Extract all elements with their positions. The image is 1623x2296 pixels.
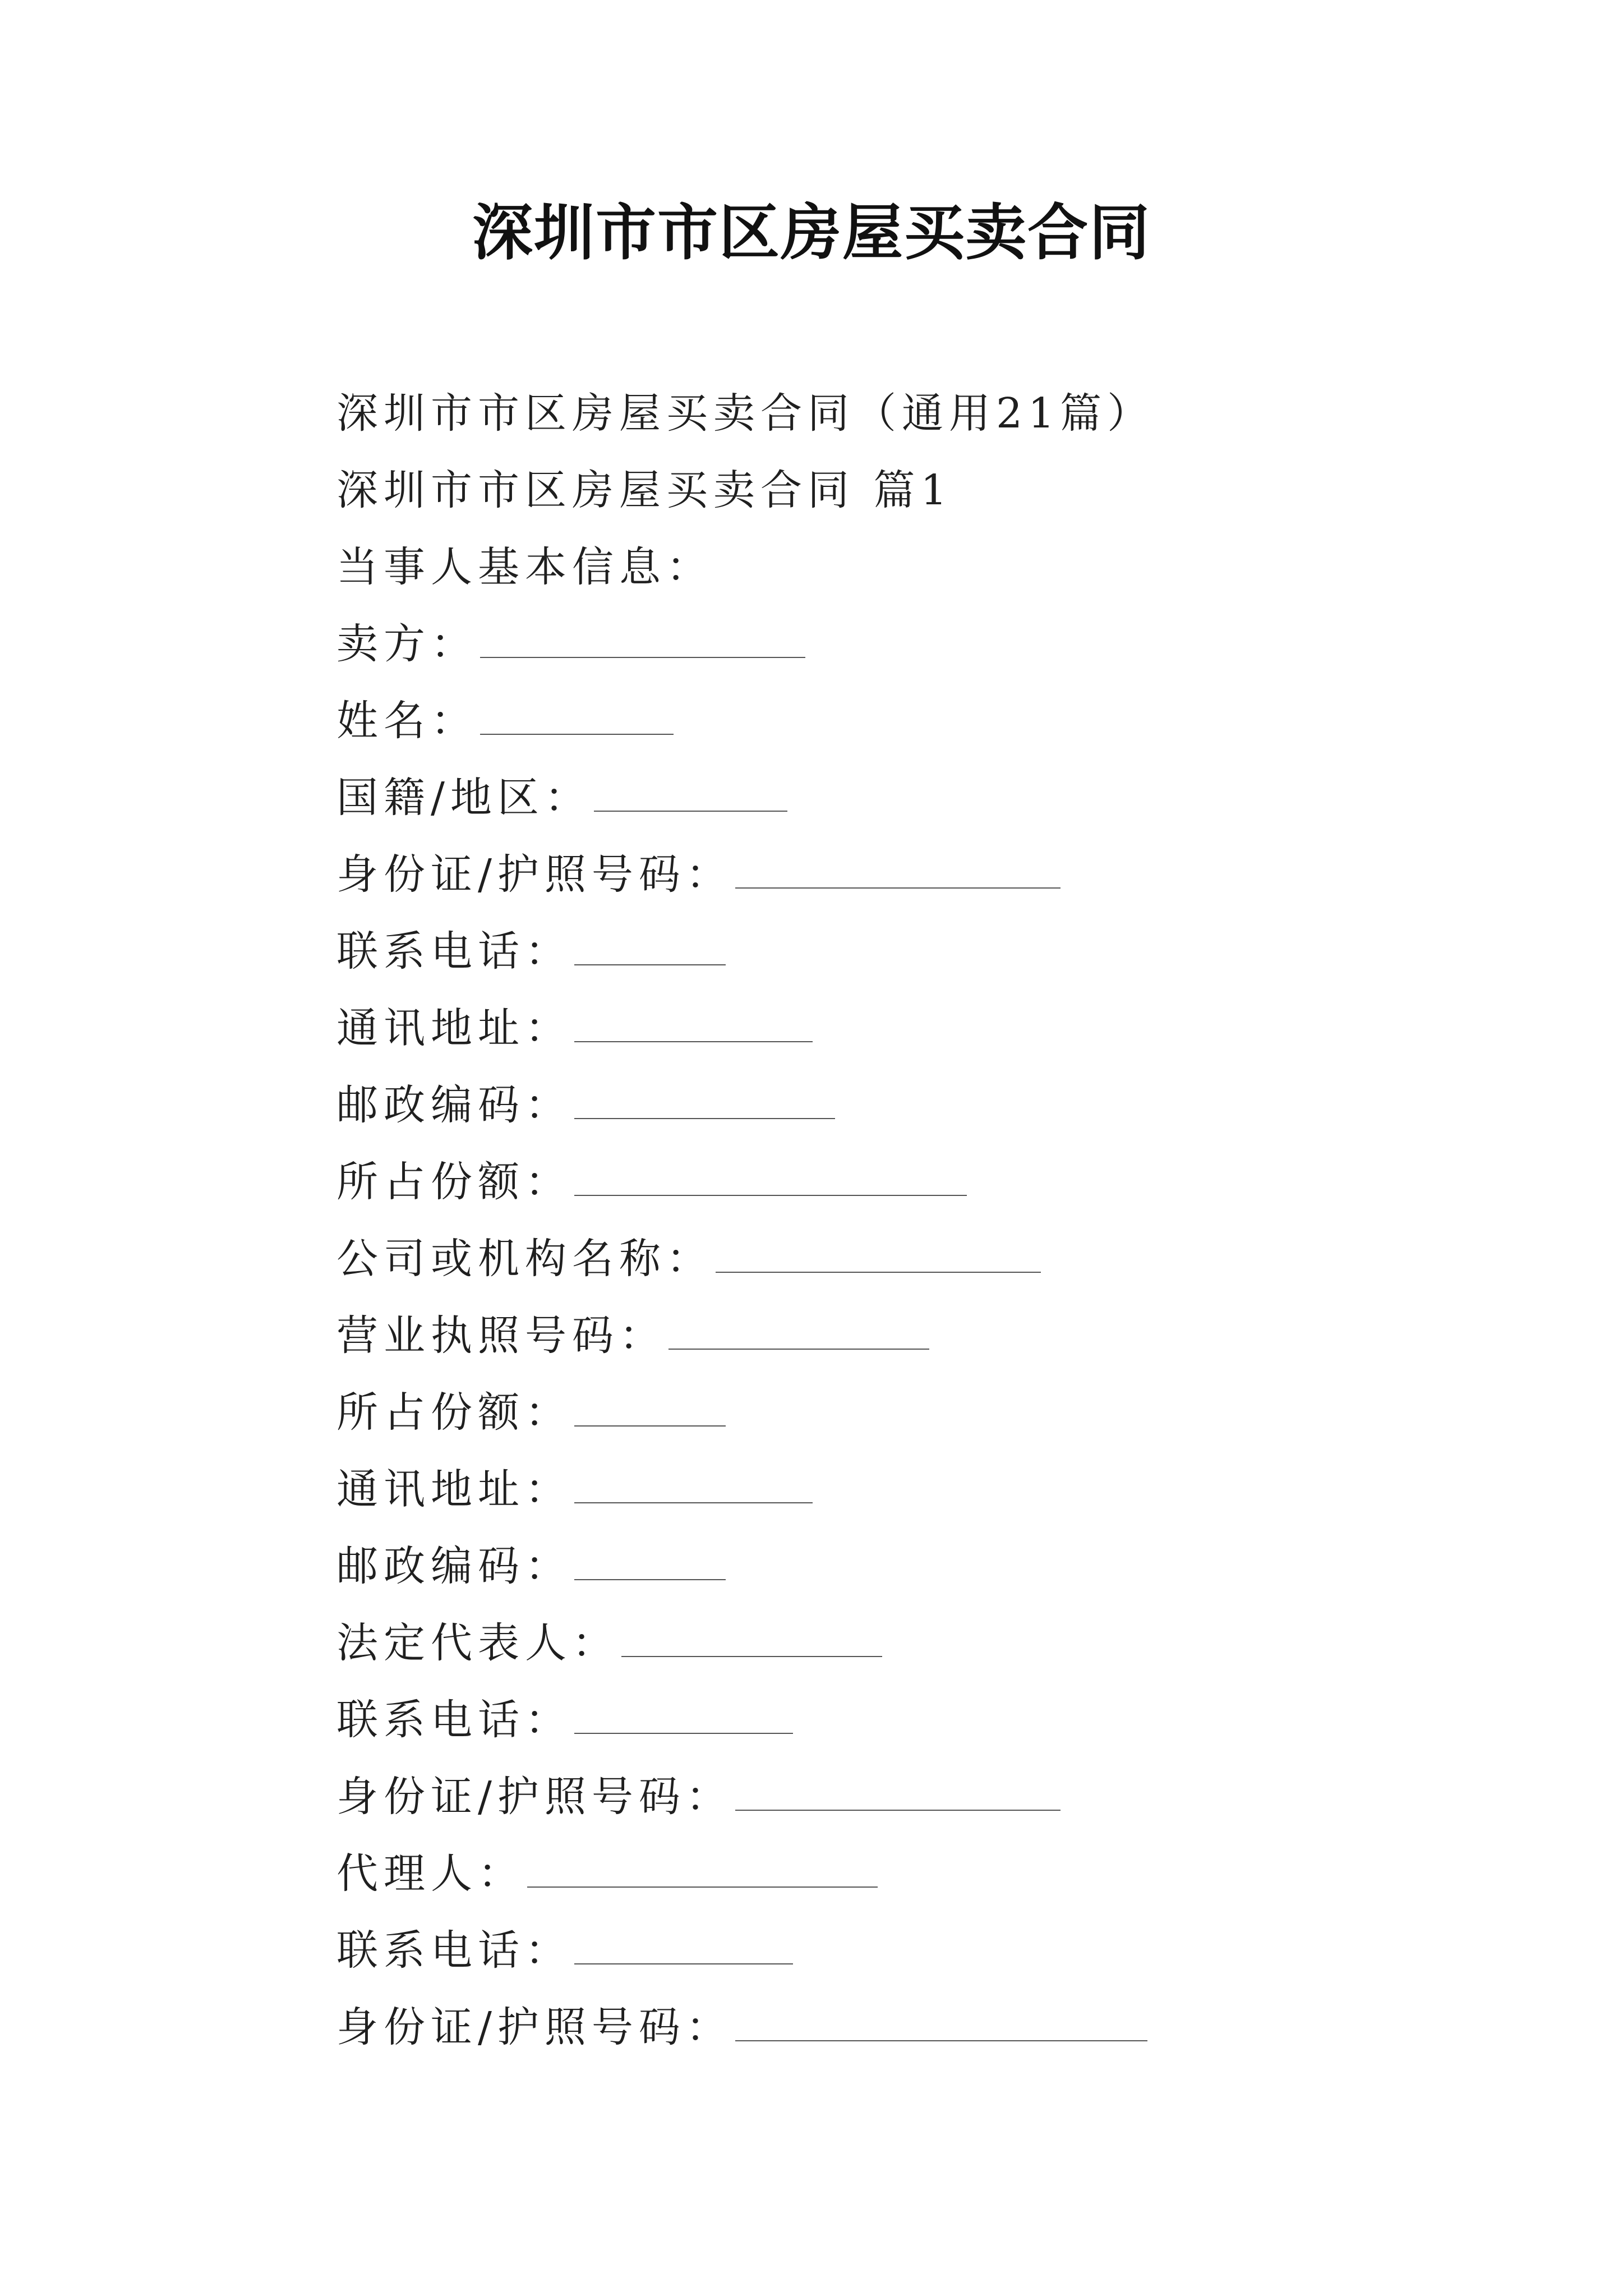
fill-in-blank-underline <box>668 1349 929 1350</box>
line-label: 营业执照号码： <box>336 1311 666 1360</box>
line-label: 通讯地址： <box>336 1004 572 1052</box>
text-line <box>336 1678 1514 1755</box>
line-label: 当事人基本信息： <box>336 542 713 591</box>
fill-in-blank-underline <box>735 1810 1061 1811</box>
text-line <box>336 1985 1514 2062</box>
text-line <box>336 1447 1514 1524</box>
text-line <box>336 1601 1514 1678</box>
fill-in-blank-underline <box>574 1502 813 1503</box>
line-label: 深圳市市区房屋买卖合同（通用21篇） <box>336 389 1155 438</box>
fill-in-blank-underline <box>480 734 674 735</box>
line-label: 身份证/护照号码： <box>336 2003 733 2051</box>
line-label: 邮政编码： <box>336 1080 572 1129</box>
fill-in-blank-underline <box>574 1118 835 1119</box>
fill-in-blank-underline <box>574 1425 726 1427</box>
fill-in-blank-underline <box>574 1733 793 1734</box>
line-label: 邮政编码： <box>336 1542 572 1590</box>
line-label: 联系电话： <box>336 927 572 976</box>
text-line <box>336 909 1514 986</box>
text-line <box>336 602 1514 679</box>
text-line <box>336 1755 1514 1832</box>
text-line <box>336 1217 1514 1294</box>
text-line <box>336 448 1514 525</box>
line-label: 所占份额： <box>336 1388 572 1437</box>
line-label: 公司或机构名称： <box>336 1234 713 1283</box>
fill-in-blank-underline <box>527 1887 878 1888</box>
text-line <box>336 1294 1514 1370</box>
line-label: 法定代表人： <box>336 1618 619 1667</box>
text-line <box>336 1140 1514 1217</box>
document-body <box>336 371 1514 2062</box>
text-line <box>336 1370 1514 1447</box>
fill-in-blank-underline <box>594 811 787 812</box>
text-line <box>336 1908 1514 1985</box>
fill-in-blank-underline <box>574 1963 793 1964</box>
text-line <box>336 1832 1514 1908</box>
fill-in-blank-underline <box>574 1041 813 1042</box>
line-label: 所占份额： <box>336 1157 572 1206</box>
line-label: 深圳市市区房屋买卖合同 篇1 <box>336 466 953 514</box>
text-line <box>336 986 1514 1063</box>
line-label: 身份证/护照号码： <box>336 850 733 899</box>
fill-in-blank-underline <box>574 1195 967 1196</box>
text-line <box>336 1063 1514 1140</box>
text-line <box>336 832 1514 909</box>
fill-in-blank-underline <box>480 657 805 658</box>
fill-in-blank-underline <box>735 2040 1147 2041</box>
line-label: 联系电话： <box>336 1695 572 1744</box>
line-label: 代理人： <box>336 1849 525 1898</box>
line-label: 卖方： <box>336 619 478 668</box>
text-line <box>336 525 1514 602</box>
line-label: 联系电话： <box>336 1926 572 1975</box>
fill-in-blank-underline <box>574 1579 726 1580</box>
line-label: 身份证/护照号码： <box>336 1772 733 1821</box>
text-line <box>336 371 1514 448</box>
fill-in-blank-underline <box>735 887 1061 889</box>
fill-in-blank-underline <box>716 1272 1041 1273</box>
fill-in-blank-underline <box>621 1656 882 1657</box>
text-line <box>336 756 1514 832</box>
document-title: 深圳市市区房屋买卖合同 <box>472 197 1151 268</box>
line-label: 国籍/地区： <box>336 773 592 822</box>
line-label: 通讯地址： <box>336 1465 572 1513</box>
text-line <box>336 679 1514 756</box>
text-line <box>336 1524 1514 1601</box>
fill-in-blank-underline <box>574 964 726 965</box>
line-label: 姓名： <box>336 696 478 745</box>
